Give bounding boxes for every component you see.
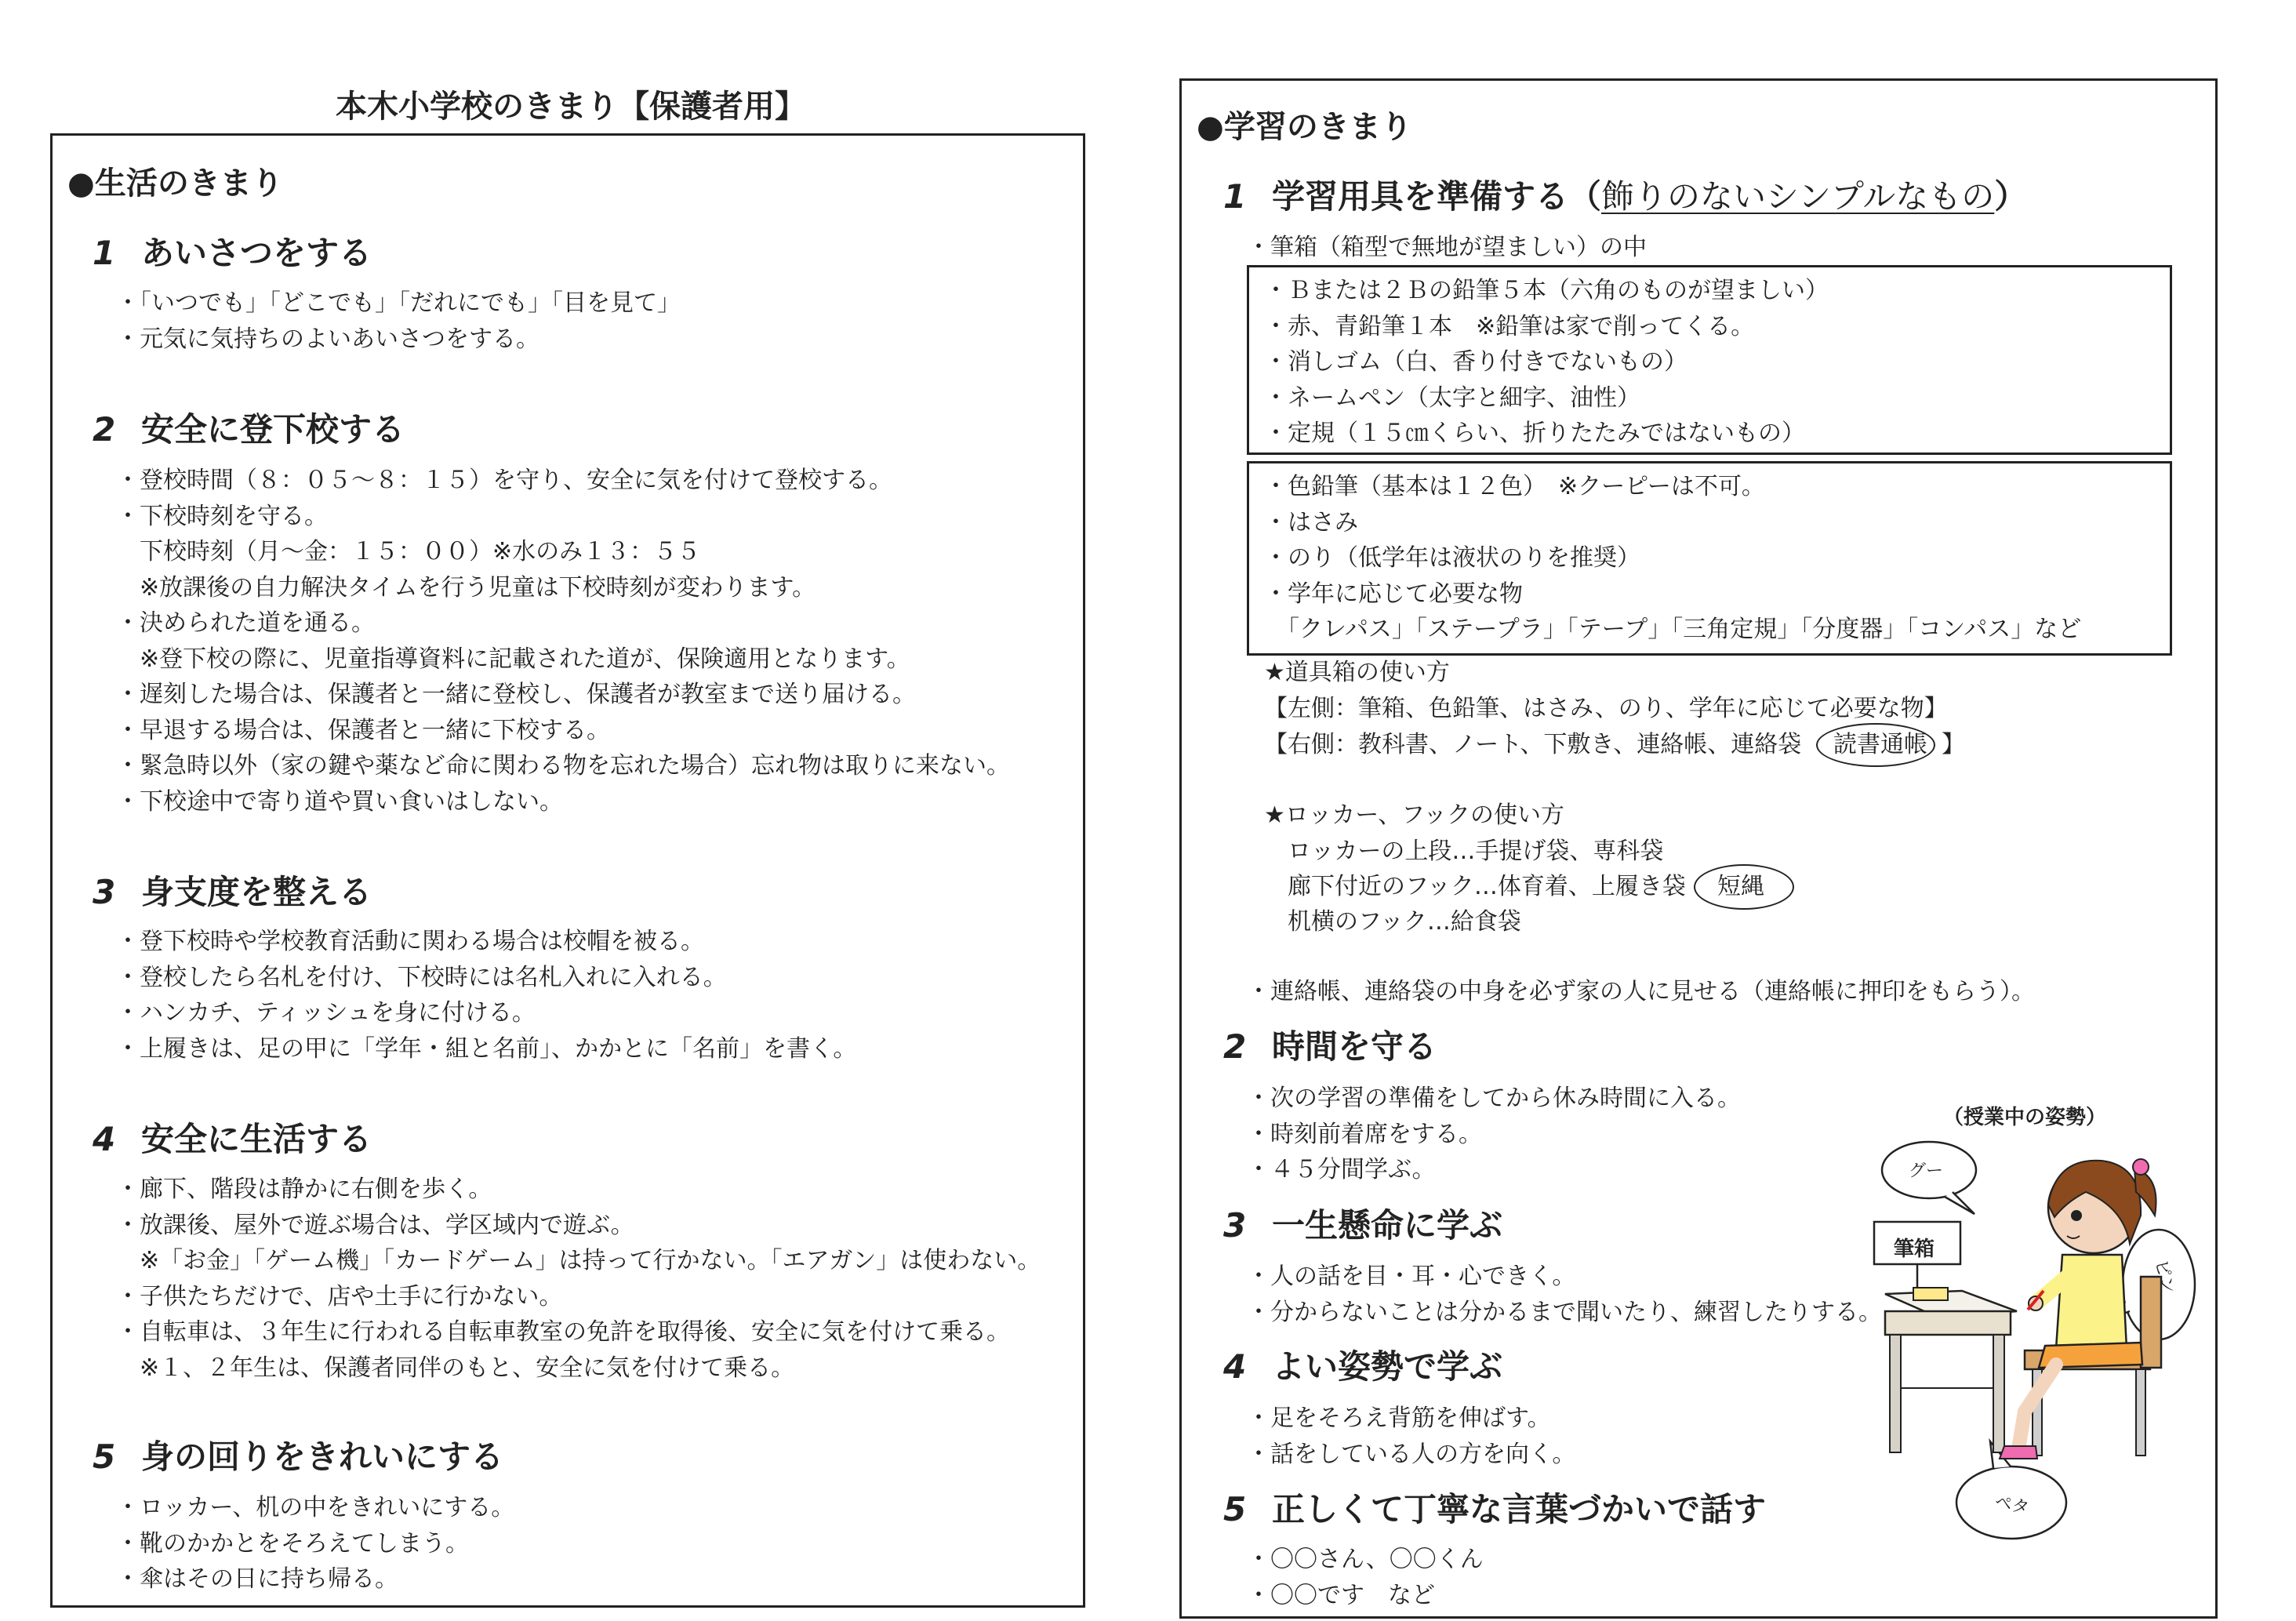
section-title: 時間を守る <box>1272 1027 1437 1066</box>
list-item: ・放課後、屋外で遊ぶ場合は、学区域内で遊ぶ。 <box>116 1211 634 1239</box>
life-section-5-list <box>116 1490 514 1597</box>
pencil-case-label: 筆箱 <box>1894 1238 1935 1261</box>
list-item: ・はさみ <box>1264 508 1358 536</box>
list-item: ・上履きは、足の甲に「学年・組と名前」、かかとに「名前」を書く。 <box>116 1034 857 1063</box>
list-item: ・廊下、階段は静かに右側を歩く。 <box>116 1176 492 1203</box>
section-number: 4 <box>93 1120 116 1158</box>
list-item: ・自転車は、３年生に行われる自転車教室の免許を取得後、安全に気を付けて乗る。 <box>116 1318 1010 1346</box>
section-title: 安全に生活する <box>141 1120 372 1158</box>
life-section-4-heading <box>93 1114 372 1161</box>
section-number: 2 <box>93 410 116 449</box>
list-item: ・緊急時以外（家の鍵や薬など命に関わる物を忘れた場合）忘れ物は取りに来ない。 <box>116 752 1010 780</box>
posture-caption: （授業中の姿勢） <box>1943 1106 2107 1129</box>
list-item: 下校時刻（月～金：１５：００）※水のみ１３：５５ <box>116 538 701 565</box>
study-section-4-list <box>1247 1401 1575 1472</box>
section-title: よい姿勢で学ぶ <box>1272 1347 1503 1386</box>
section-title: 安全に登下校する <box>141 410 405 449</box>
study-section-3-heading <box>1223 1200 1502 1247</box>
list-item: ・分からないことは分かるまで聞いたり、練習したりする。 <box>1247 1298 1882 1326</box>
list-item: ・決められた道を通る。 <box>116 609 375 637</box>
section-title: 一生懸命に学ぶ <box>1272 1206 1503 1245</box>
list-item: ・靴のかかとをそろえてしまう。 <box>116 1529 469 1557</box>
study-section-3-list <box>1247 1259 1882 1330</box>
list-item: ・登校時間（８：０５～８：１５）を守り、安全に気を付けて登校する。 <box>116 467 892 494</box>
list-item: ・遅刻した場合は、保護者と一緒に登校し、保護者が教室まで送り届ける。 <box>116 681 916 708</box>
peta-label: ペタ <box>1993 1492 2031 1519</box>
section-number: 1 <box>93 234 116 272</box>
contact-note: ・連絡帳、連絡袋の中身を必ず家の人に見せる（連絡帳に押印をもらう）。 <box>1247 978 2035 1005</box>
list-item: ・時刻前着席をする。 <box>1247 1120 1482 1148</box>
document-title: 本木小学校のきまり【保護者用】 <box>336 89 806 125</box>
locker-title: ★ロッカー、フックの使い方 <box>1264 801 1564 829</box>
life-section-2-heading <box>93 404 405 451</box>
section-number: 4 <box>1223 1347 1247 1386</box>
list-item: ・早退する場合は、保護者と一緒に下校する。 <box>116 716 610 744</box>
list-item: ・足をそろえ背筋を伸ばす。 <box>1247 1405 1551 1432</box>
list-item: ・元気に気持ちのよいあいさつをする。 <box>116 325 539 353</box>
list-item: ・定規（１５㎝くらい、折りたたみではないもの） <box>1264 420 1805 447</box>
section-title: あいさつをする <box>141 234 372 272</box>
section-title-underlined: 飾りのないシンプルなもの <box>1601 177 1995 216</box>
list-item: ・登校したら名札を付け、下校時には名札入れに入れる。 <box>116 963 727 991</box>
list-item: ・ハンカチ、ティッシュを身に付ける。 <box>116 999 536 1027</box>
list-item: ・人の話を目・耳・心できく。 <box>1247 1263 1576 1290</box>
list-item: ・下校途中で寄り道や買い食いはしない。 <box>116 787 563 816</box>
toolbox-title: ★道具箱の使い方 <box>1264 659 1450 686</box>
section-number: 2 <box>1223 1027 1247 1066</box>
list-item: ・消しゴム（白、香り付きでないもの） <box>1264 348 1687 376</box>
study-section-2-list <box>1247 1081 1741 1188</box>
list-item: ・下校時刻を守る。 <box>116 502 328 530</box>
locker-line-1: ロッカーの上段…手提げ袋、専科袋 <box>1288 838 1664 865</box>
other-supplies-list <box>1264 469 2081 648</box>
pencase-contents-list <box>1264 273 1829 452</box>
list-item: ・〇〇さん、〇〇くん <box>1247 1546 1484 1573</box>
section-number: 1 <box>1223 177 1247 216</box>
life-section-5-heading <box>93 1431 503 1478</box>
list-item: ・傘はその日に持ち帰る。 <box>116 1565 398 1593</box>
section-title-end: ） <box>1994 177 2028 216</box>
list-item: ・ロッカー、机の中をきれいにする。 <box>116 1494 515 1521</box>
list-item: ※登下校の際に、児童指導資料に記載された道が、保険適用となります。 <box>116 645 910 673</box>
list-item: ・ネームペン（太字と細字、油性） <box>1264 383 1640 412</box>
section-number: 5 <box>1223 1490 1247 1528</box>
list-item: ・のり（低学年は液状のりを推奨） <box>1264 544 1640 572</box>
list-item: 「クレパス」「ステープラ」「テープ」「三角定規」「分度器」「コンパス」など <box>1264 616 2082 643</box>
study-section-4-heading <box>1223 1341 1502 1388</box>
locker-line-3: 机横のフック…給食袋 <box>1288 908 1521 936</box>
study-section-2-heading <box>1223 1021 1437 1068</box>
list-item: ・話をしている人の方を向く。 <box>1247 1440 1576 1468</box>
life-section-1-heading <box>93 227 372 274</box>
section-title: 学習用具を準備する（ <box>1272 177 1602 216</box>
list-item: ・４５分間学ぶ。 <box>1247 1156 1436 1183</box>
study-rules-heading: ●学習のきまり <box>1197 109 1412 145</box>
jump-rope-label: 短縄 <box>1717 873 1764 900</box>
pin-label: ピン <box>2150 1257 2178 1296</box>
list-item: ・登下校時や学校教育活動に関わる場合は校帽を被る。 <box>116 928 704 955</box>
locker-line-2: 廊下付近のフック…体育着、上履き袋 <box>1288 873 1686 900</box>
section-title: 身支度を整える <box>141 873 372 911</box>
life-section-3-heading <box>93 867 372 914</box>
toolbox-right: 【右側：教科書、ノート、下敷き、連絡帳、連絡袋 <box>1264 731 1802 758</box>
pencase-intro: ・筆箱（箱型で無地が望ましい）の中 <box>1247 234 1647 261</box>
list-item: ※１、２年生は、保護者同伴のもと、安全に気を付けて乗る。 <box>116 1354 795 1382</box>
study-section-5-heading <box>1223 1484 1766 1531</box>
section-title: 身の回りをきれいにする <box>141 1437 504 1476</box>
list-item: ・子供たちだけで、店や土手に行かない。 <box>116 1282 563 1310</box>
list-item: ・「いつでも」「どこでも」「だれにでも」「目を見て」 <box>116 289 681 317</box>
goo-label: グー <box>1909 1161 1944 1181</box>
list-item: ・Ｂまたは２Ｂの鉛筆５本（六角のものが望ましい） <box>1264 277 1829 304</box>
toolbox-left: 【左側：筆箱、色鉛筆、はさみ、のり、学年に応じて必要な物】 <box>1264 695 1948 722</box>
list-item: ※放課後の自力解決タイムを行う児童は下校時刻が変わります。 <box>116 573 816 602</box>
list-item: ※「お金」「ゲーム機」「カードゲーム」は持って行かない。「エアガン」は使わない。 <box>116 1247 1041 1274</box>
list-item: ・〇〇です など <box>1247 1581 1435 1609</box>
list-item: ・色鉛筆（基本は１２色） ※クーピーは不可。 <box>1264 473 1765 500</box>
section-number: 5 <box>93 1437 116 1476</box>
reading-passbook-label: 読書通帳 <box>1833 731 1927 758</box>
section-title: 正しくて丁寧な言葉づかいで話す <box>1272 1490 1767 1528</box>
section-number: 3 <box>1223 1206 1247 1245</box>
life-section-3-list <box>116 924 856 1067</box>
study-section-5-list <box>1247 1542 1484 1613</box>
section-number: 3 <box>93 873 116 911</box>
list-item: ・次の学習の準備をしてから休み時間に入る。 <box>1247 1085 1741 1112</box>
life-rules-heading: ●生活のきまり <box>67 165 283 202</box>
list-item: ・赤、青鉛筆１本 ※鉛筆は家で削ってくる。 <box>1264 312 1755 340</box>
toolbox-right-end: 】 <box>1942 731 1965 758</box>
life-section-1-list <box>116 285 681 357</box>
list-item: ・学年に応じて必要な物 <box>1264 580 1523 608</box>
life-section-2-list <box>116 463 1010 820</box>
life-section-4-list <box>116 1172 1041 1386</box>
desk <box>1885 1288 2017 1452</box>
study-section-1-heading <box>1223 171 2027 218</box>
